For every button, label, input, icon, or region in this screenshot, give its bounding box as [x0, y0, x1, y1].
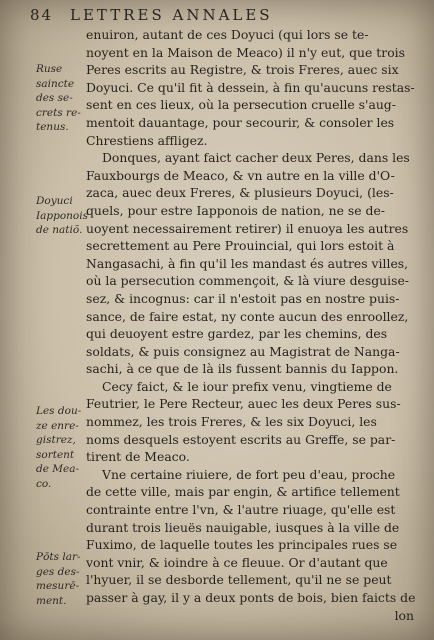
body-text [86, 26, 414, 624]
running-title: LETTRES ANNALES [70, 6, 273, 24]
text-line: tirent de Meaco. [86, 449, 190, 465]
text-line: soldats, & puis consignez au Magistrat de Nanga- [86, 343, 400, 359]
margin-note-line: des se- [36, 92, 73, 104]
margin-note-ponts [36, 550, 82, 608]
margin-note-line: Doyuci [36, 195, 73, 207]
text-line: mentoit dauantage, pour secourir, & consoler les [86, 114, 395, 130]
text-line: où la persecution commençoit, & là viure desguise- [86, 273, 409, 289]
text-line: Feutrier, le Pere Recteur, auec les deux Peres sus- [86, 396, 401, 412]
text-line: durant trois lieuës nauigable, iusques à la ville de [86, 519, 400, 535]
paragraph-start-line: Cecy faict, & le iour prefix venu, vingtieme de [102, 378, 392, 394]
text-line: Doyuci. Ce qu'il fit à dessein, à fin qu'aucuns restas- [86, 79, 415, 95]
text-line: secrettement au Pere Prouincial, qui lors estoit à [86, 238, 395, 254]
text-line: Chrestiens affligez. [86, 132, 208, 148]
page-number: 84 [30, 6, 54, 24]
text-line: Peres escrits au Registre, & trois Freres, auec six [86, 62, 399, 78]
margin-note-line: de Mea- [36, 463, 80, 475]
margin-note-ruse [36, 62, 82, 135]
text-line: zaca, auec deux Freres, & plusieurs Doyuci, (les- [86, 185, 394, 201]
text-line: qui deuoyent estre gardez, par les chemins, des [86, 326, 388, 342]
text-line: quels, pour estre Iapponois de nation, ne se de- [86, 202, 386, 218]
text-line: noms desquels estoyent escrits au Greffe, se par- [86, 431, 396, 447]
margin-note-line: sortent [36, 448, 75, 461]
margin-note-doyuci [36, 194, 89, 238]
margin-note-line: Ruse [36, 63, 63, 75]
margin-note-line: ment. [36, 594, 67, 607]
text-line: uoyent necessairement retirer) il enuoya les autres [86, 220, 409, 236]
margin-note-line: co. [36, 477, 52, 490]
text-line: enuiron, autant de ces Doyuci (qui lors se te- [86, 27, 369, 42]
text-line: nommez, les trois Freres, & les six Doyuci, les [86, 414, 377, 430]
text-line: sachi, à ce que de là ils fussent bannis du Iappon. [86, 361, 399, 377]
margin-note-line: Les dou- [36, 405, 82, 417]
margin-note-les-douze [36, 404, 82, 491]
margin-note-line: de natiõ. [36, 224, 83, 236]
paragraph-start-line: Vne certaine riuiere, de fort peu d'eau, proche [102, 466, 396, 482]
margin-note-line: crets re- [36, 106, 81, 119]
paragraph-start-line: Donques, ayant faict cacher deux Peres, dans les [102, 150, 410, 166]
text-line: vont vnir, & ioindre à ce fleuue. Or d'autant que [86, 554, 388, 570]
text-line: sance, de faire estat, ny conte aucun des enroollez, [86, 308, 409, 324]
text-line: sent en ces lieux, où la persecution cruelle s'aug- [86, 97, 396, 113]
text-line: sez, & incognus: car il n'estoit pas en nostre puis- [86, 290, 400, 306]
margin-note-line: mesurē- [36, 580, 80, 592]
margin-note-line: Iapponois [36, 209, 89, 222]
margin-note-line: ges des- [36, 565, 80, 578]
text-line: de cette ville, mais par engin, & artifice tellement [86, 484, 400, 500]
text-line: Fauxbourgs de Meaco, & vn autre en la ville d'O- [86, 167, 395, 183]
text-line: passer à gay, il y a deux ponts de bois, bien faicts de [86, 590, 416, 605]
text-line: Nangasachi, à fin qu'il les mandast és autres villes, [86, 255, 409, 271]
text-line: Fuximo, de laquelle toutes les principales rues se [86, 537, 398, 553]
text-line: noyent en la Maison de Meaco) il n'y eut, que trois [86, 44, 405, 60]
text-line: l'hyuer, il se desborde tellement, qu'il ne se peut [86, 572, 392, 588]
catchword: lon [394, 607, 414, 623]
text-line: contrainte entre l'vn, & l'autre riuage, qu'elle est [86, 502, 396, 518]
margin-note-line: Pōts lar- [36, 551, 81, 563]
margin-note-line: gistrez, [36, 434, 76, 446]
margin-note-line: tenus. [36, 121, 69, 133]
margin-note-line: saincte [36, 77, 75, 90]
page-header [30, 6, 410, 28]
margin-note-line: ze enre- [36, 419, 79, 432]
